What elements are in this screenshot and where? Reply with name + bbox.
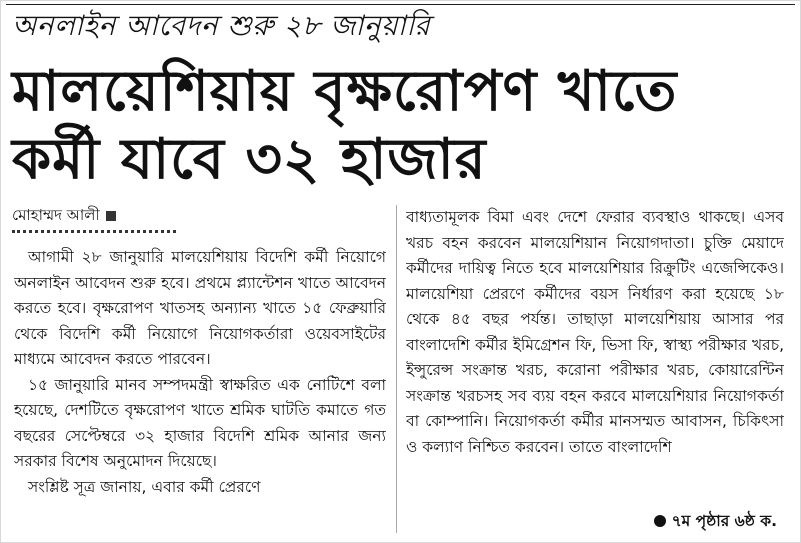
byline-author: মোহাম্মদ আলী xyxy=(12,206,100,224)
byline-dotted-rule xyxy=(12,230,176,233)
left-column xyxy=(14,245,386,537)
right-column-text: বাধ্যতামূলক বিমা এবং দেশে ফেরার ব্যবস্থাও থাকছে। এসব খরচ বহন করবেন মালয়েশিয়ান নিয়োগদাতা। চুক্তি মেয়াদে কর্মীদের দায়িত্ব নিতে হবে মালয়েশিয়ার রিক্রুটিং এজেন্সিকেও। মালয়েশিয়া প্রেরণে কর্মীদের বয়স নির্ধারণ করা হয়েছে ১৮ থেকে ৪৫ বছর পর্যন্ত। তাছাড়া মালয়েশিয়ায় আসার পর বাংলাদেশি কর্মীর ইমিগ্রেশন ফি, ভিসা ফি, স্বাস্থ্য পরীক্ষার খরচ, ইন্সুরেন্স সংক্রান্ত খরচ, করোনা পরীক্ষার খরচ, কোয়ারেন্টিন সংক্রান্ত খরচসহ সব ব্যয় বহন করবে মালয়েশিয়ার নিয়োগকর্তা বা কোম্পানি। নিয়োগকর্তা কর্মীর মানসম্মত আবাসন, চিকিৎসা ও কল্যাণ নিশ্চিত করবেন। তাতে বাংলাদেশি xyxy=(406,208,784,456)
paragraph-2: ১৫ জানুয়ারি মানব সম্পদমন্ত্রী স্বাক্ষরিত এক নোটিশে বলা হয়েছে, দেশটিতে বৃক্ষরোপণ খাতে শ্রমিক ঘাটতি কমাতে গত বছরের সেপ্টেম্বরে ৩২ হাজার বিদেশি শ্রমিক আনার জন্য সরকার বিশেষ অনুমোদন দিয়েছে। xyxy=(14,375,386,470)
right-column xyxy=(406,205,784,511)
paragraph-3: সংশ্লিষ্ট সূত্র জানায়, এবার কর্মী প্রেরণে xyxy=(28,477,261,496)
byline-square-icon xyxy=(106,211,116,221)
headline-line-1: মালয়েশিয়ায় বৃক্ষরোপণ খাতে xyxy=(12,59,678,124)
column-divider xyxy=(396,205,397,533)
kicker: অনলাইন আবেদন শুরু ২৮ জানুয়ারি xyxy=(12,9,431,42)
continued-line xyxy=(654,509,777,534)
paragraph-1: আগামী ২৮ জানুয়ারি মালয়েশিয়ায় বিদেশি কর্মী নিয়োগে অনলাইন আবেদন শুরু হবে। প্রথমে প্ল্যান্টেশন খাতে আবেদন করতে হবে। বৃক্ষরোপণ খাতসহ অন্যান্য খাতে ১৫ ফেব্রুয়ারি থেকে বিদেশি কর্মী নিয়োগে নিয়োগকর্তারা ওয়েবসাইটের মাধ্যমে আবেদন করতে পারবেন। xyxy=(14,248,386,368)
bullet-icon xyxy=(654,515,666,527)
top-rule xyxy=(6,4,795,5)
byline xyxy=(12,203,116,227)
headline-line-2: কর্মী যাবে ৩২ হাজার xyxy=(12,127,487,192)
continued-text: ৭ম পৃষ্ঠার ৬ষ্ঠ ক. xyxy=(671,512,777,530)
